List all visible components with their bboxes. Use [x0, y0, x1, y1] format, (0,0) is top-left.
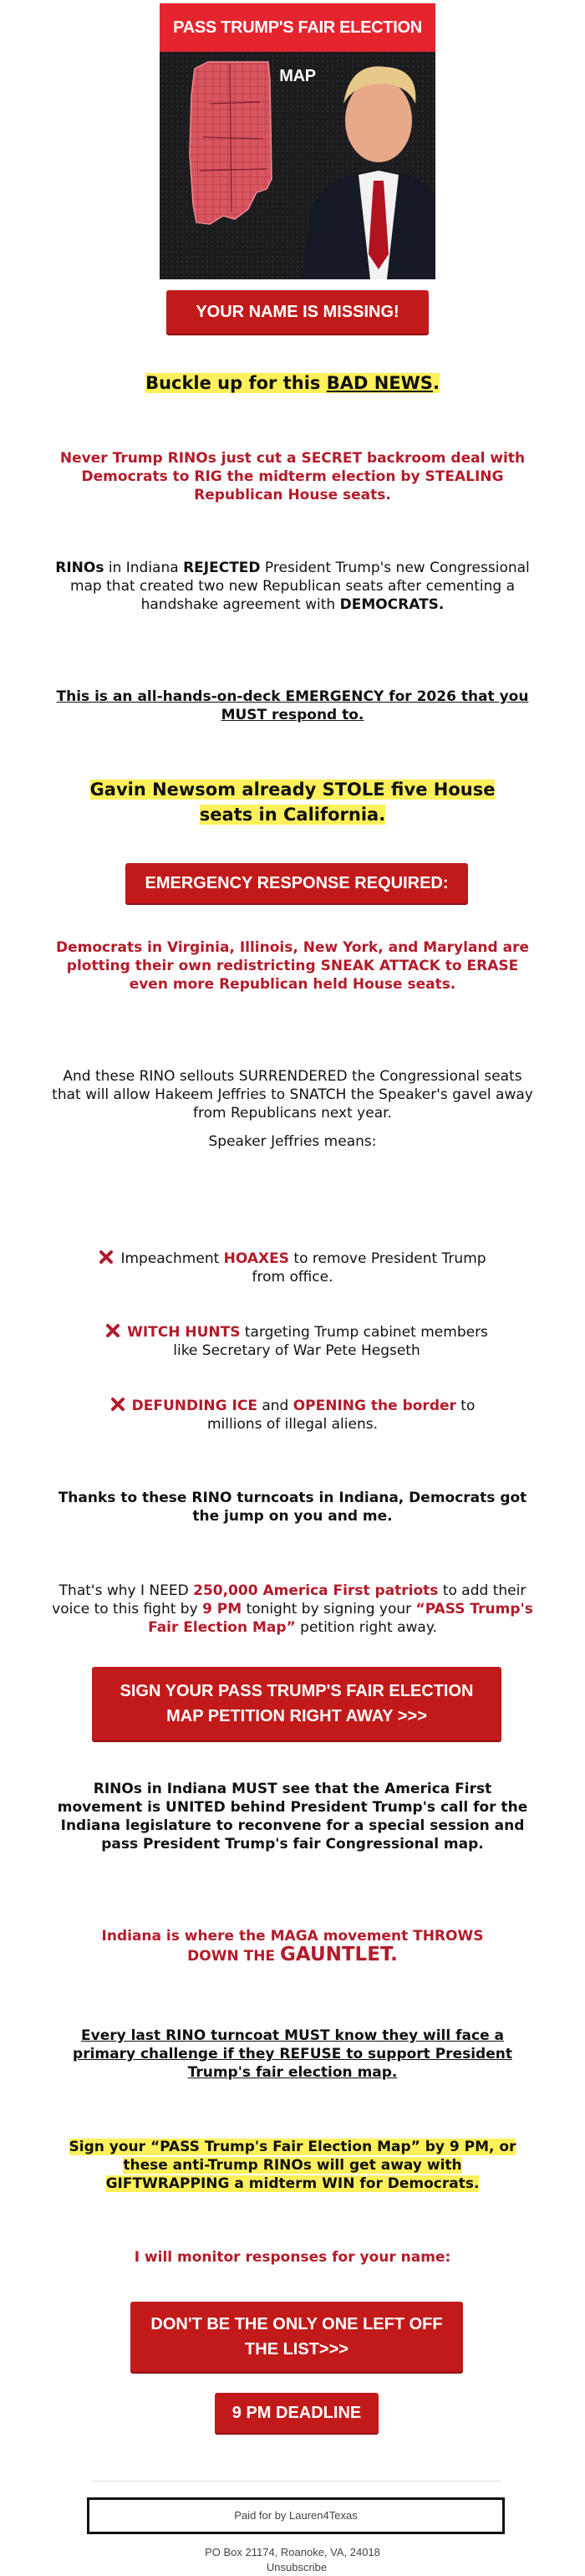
paragraph-indiana-united: RINOs in Indiana MUST see that the America First movement is UNITED behind President Trump's call for the Indiana legislature to reconvene for a special session and pass President Trump's fair Congressional map. [57, 1781, 528, 1853]
footer-address: PO Box 21174, Roanoke, VA, 24018 [205, 2546, 380, 2558]
paragraph-rino-sellouts: And these RINO sellouts SURRENDERED the Congressional seats that will allow Hakeem Jeffries to SNATCH the Speaker's gavel away from Republicans next year. [52, 1068, 533, 1122]
paragraph-newsom: Gavin Newsom already STOLE five House seats in California. [89, 779, 496, 825]
paragraph-sneak-attack: Democrats in Virginia, Illinois, New York, and Maryland are plotting their own redistricting SNEAK ATTACK to ERASE even more Republican held House seats. [56, 939, 529, 993]
emergency-response-button[interactable]: EMERGENCY RESPONSE REQUIRED: [125, 863, 468, 903]
red-x-icon [99, 1250, 114, 1265]
paragraph-emergency-2026: This is an all-hands-on-deck EMERGENCY for 2026 that you MUST respond to. [56, 688, 529, 723]
your-name-missing-button[interactable]: YOUR NAME IS MISSING! [166, 290, 429, 334]
paragraph-primary-challenge: Every last RINO turncoat MUST know they will face a primary challenge if they REFUSE to support President Trump's fair election map. [73, 2027, 512, 2081]
buckle-up-line [50, 371, 535, 396]
paragraph-rino-turncoats: Thanks to these RINO turncoats in Indiana, Democrats got the jump on you and me. [58, 1490, 527, 1525]
left-off-list-button[interactable]: DON'T BE THE ONLY ONE LEFT OFF THE LIST>>> [130, 2302, 463, 2372]
hero-banner: PASS TRUMP'S FAIR ELECTION MAP [160, 3, 435, 52]
paragraph-monitor-responses: I will monitor responses for your name: [134, 2249, 451, 2266]
paragraph-need-patriots: That's why I NEED 250,000 America First patriots to add their voice to this fight by 9 PM tonight by signing your “PASS Trump's Fair Election Map” petition right away. [52, 1582, 533, 1636]
sign-petition-button[interactable]: SIGN YOUR PASS TRUMP'S FAIR ELECTION MAP PETITION RIGHT AWAY >>> [92, 1667, 501, 1740]
bullet-impeachment: Impeachment HOAXES to remove President Trump from office. [92, 1250, 493, 1286]
hero-image[interactable] [160, 3, 435, 279]
paragraph-sign-by-9pm: Sign your “PASS Trump's Fair Election Map” by 9 PM, or these anti-Trump RINOs will get away with GIFTWRAPPING a midterm WIN for Democrats. [69, 2139, 516, 2192]
buckle-up-text: Buckle up for this BAD NEWS. [145, 373, 440, 393]
paid-for-box: Paid for by Lauren4Texas [87, 2497, 505, 2534]
paragraph-gauntlet: Indiana is where the MAGA movement THROWS DOWN THE GAUNTLET. [101, 1928, 484, 1965]
red-x-icon [110, 1397, 125, 1412]
paragraph-secret-deal: Never Trump RINOs just cut a SECRET backroom deal with Democrats to RIG the midterm election by STEALING Republican House seats. [59, 450, 526, 503]
unsubscribe-link[interactable]: Unsubscribe [266, 2561, 328, 2573]
red-x-icon [105, 1323, 120, 1338]
bullet-witch-hunts: WITCH HUNTS targeting Trump cabinet members like Secretary of War Pete Hegseth [92, 1323, 501, 1360]
paragraph-rinos-rejected: RINOs in Indiana REJECTED President Trump's new Congressional map that created two new Republican seats after cementing a handshake agreement with DEMOCRATS. [55, 560, 530, 613]
bad-news-link[interactable]: BAD NEWS [326, 373, 433, 393]
deadline-button[interactable]: 9 PM DEADLINE [215, 2393, 379, 2433]
bullet-defunding-ice: DEFUNDING ICE and OPENING the border to millions of illegal aliens. [92, 1397, 493, 1434]
paragraph-speaker-jeffries: Speaker Jeffries means: [208, 1133, 377, 1150]
